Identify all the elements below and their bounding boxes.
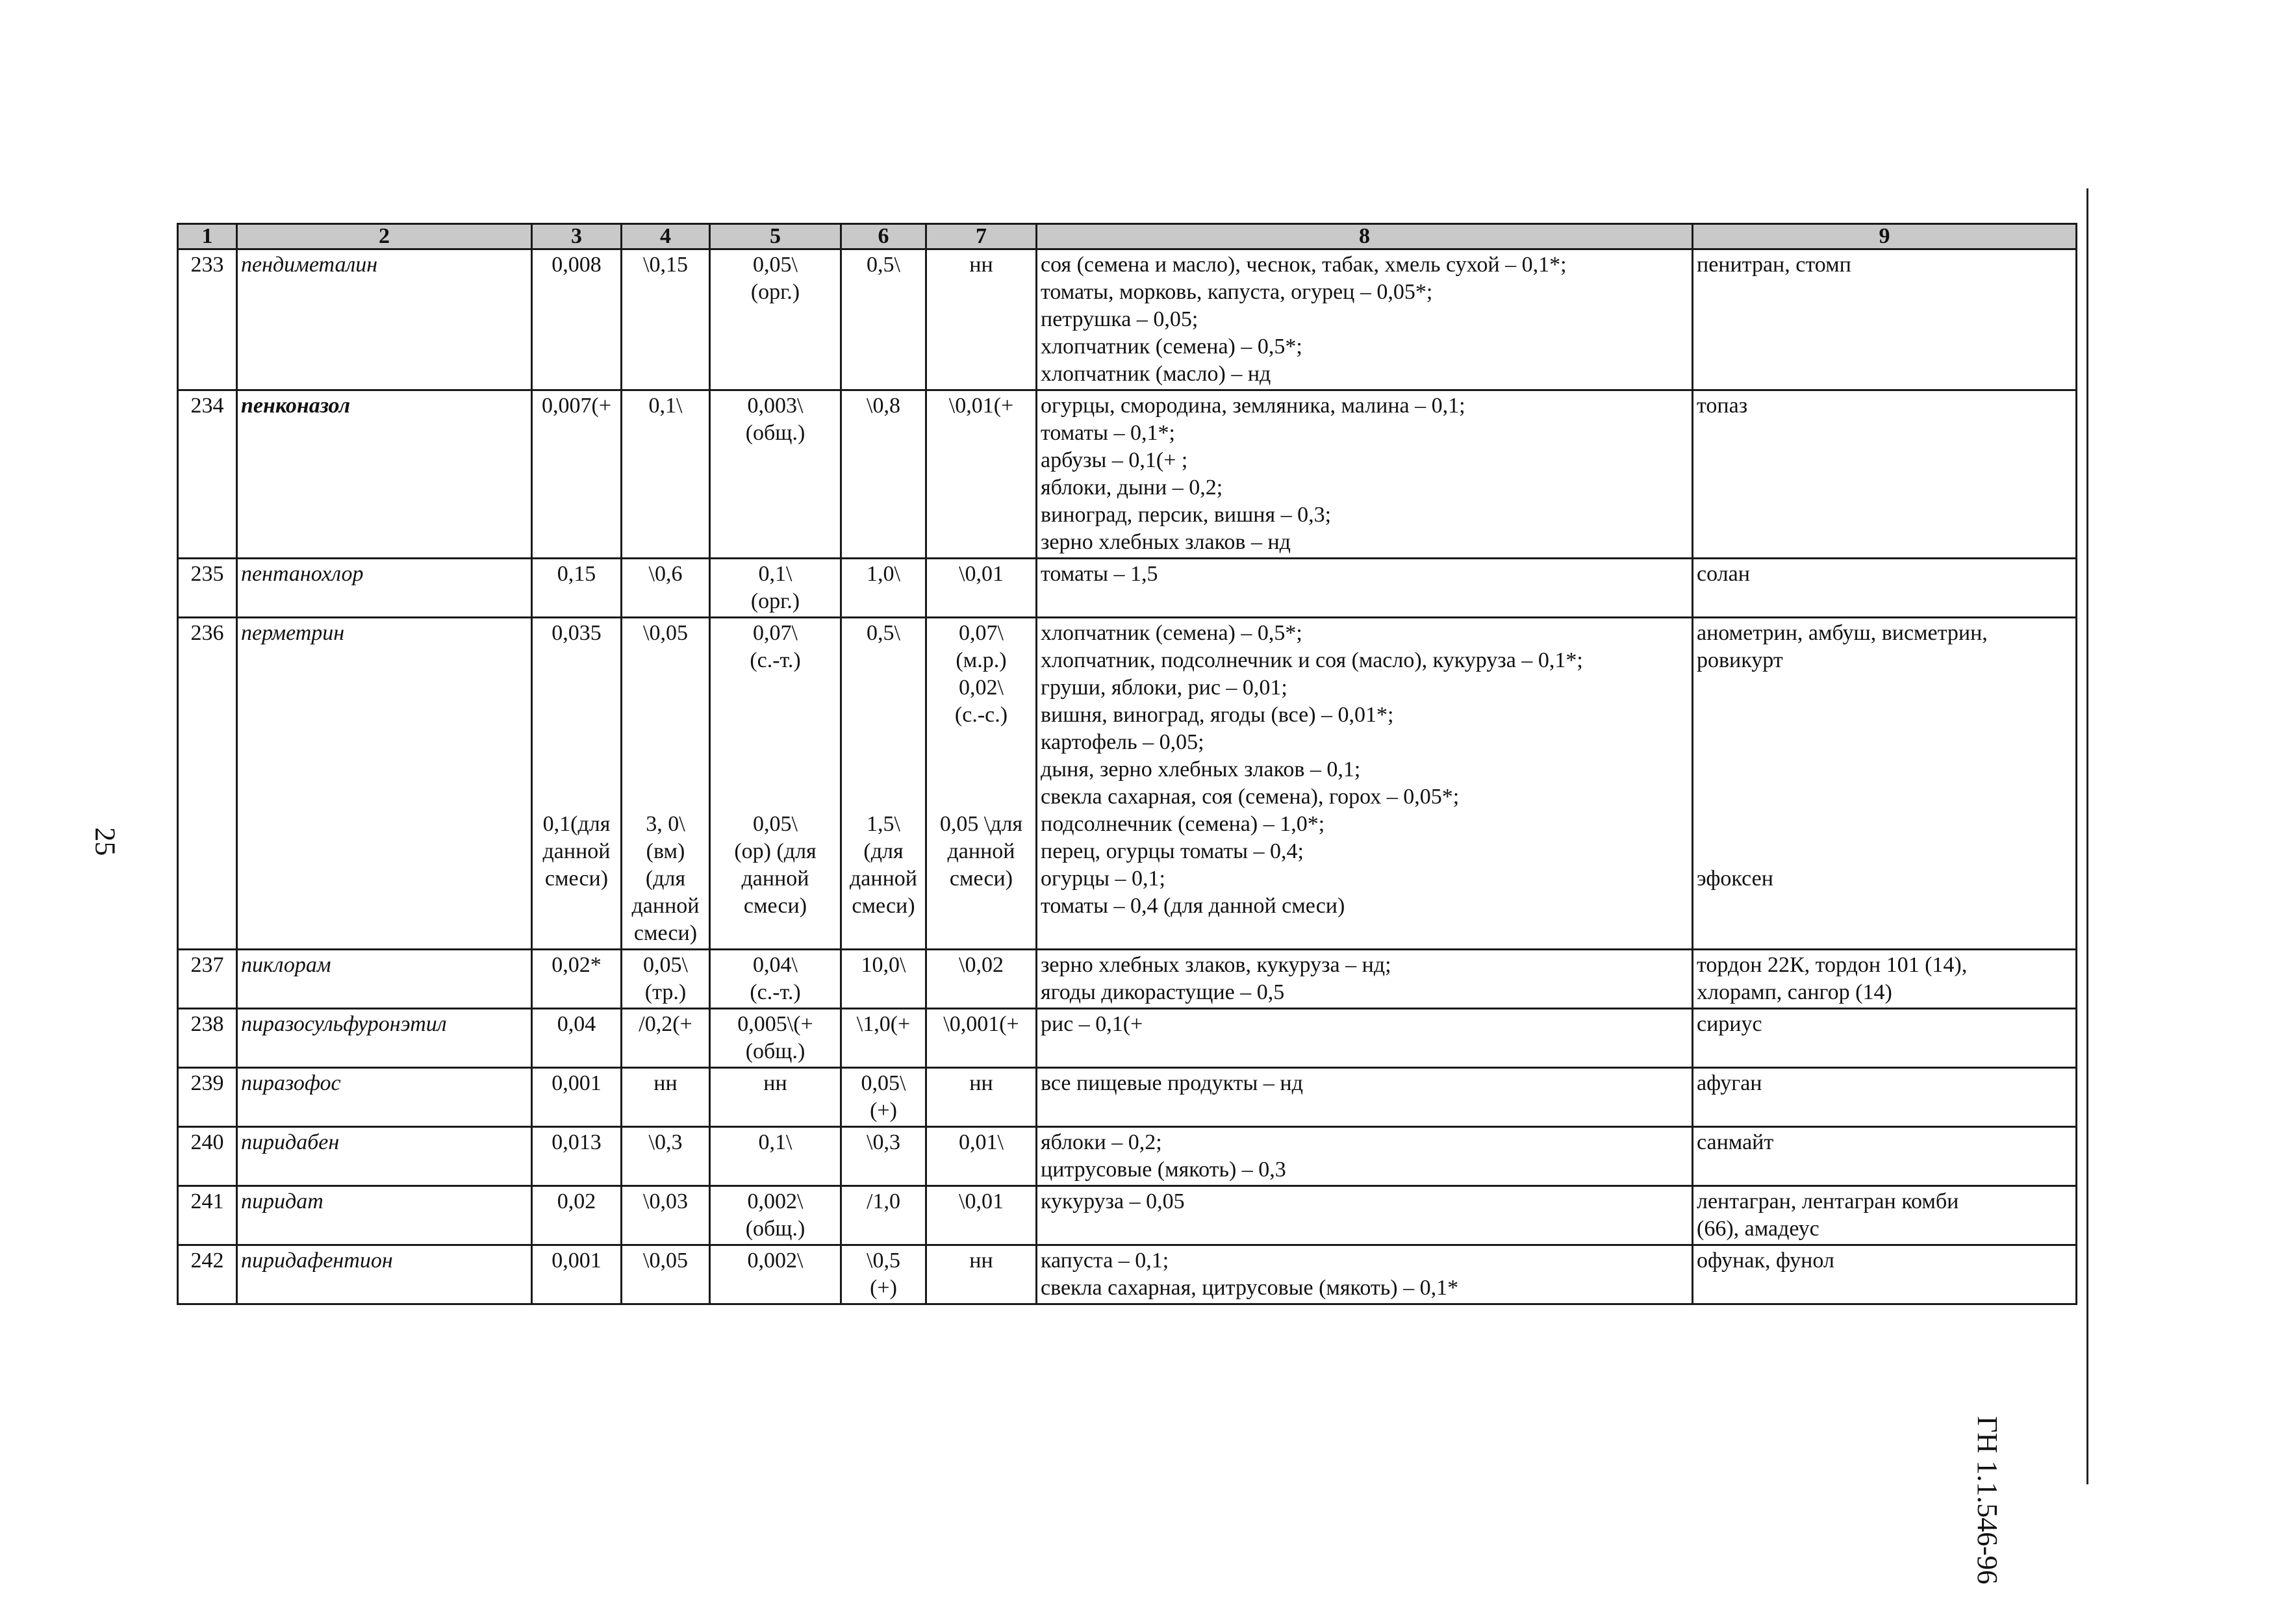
cell-col4: \0,03 [622, 1186, 710, 1245]
cell-preparations: тордон 22К, тордон 101 (14), хлорамп, сангор (14) [1693, 950, 2077, 1009]
cell-col7 [926, 618, 1037, 950]
cell-col7: 0,01\ [926, 1127, 1037, 1186]
cell-col7: \0,01 [926, 1186, 1037, 1245]
cell-col6: 1,0\ [841, 559, 926, 618]
cell-col4-main: \0,05 [643, 621, 688, 645]
row-number: 240 [178, 1127, 237, 1186]
substance-name: перметрин [237, 618, 532, 950]
cell-preparations: санмайт [1693, 1127, 2077, 1186]
col-header-8: 8 [1037, 224, 1693, 249]
row-number: 242 [178, 1245, 237, 1304]
substance-name: пентанохлор [237, 559, 532, 618]
substance-name: пиридат [237, 1186, 532, 1245]
cell-preparations [1693, 618, 2077, 950]
cell-col3: 0,04 [532, 1009, 622, 1068]
cell-col7-main: 0,07\ (м.р.) 0,02\ (с.-с.) [954, 621, 1008, 727]
cell-col7: \0,02 [926, 950, 1037, 1009]
cell-col7: \0,01 [926, 559, 1037, 618]
cell-col5: 0,002\ [710, 1245, 841, 1304]
cell-col5: 0,005\(+ (общ.) [710, 1009, 841, 1068]
cell-col3-mixture: 0,1(для данной смеси) [542, 812, 611, 891]
cell-col6: 0,05\ (+) [841, 1068, 926, 1127]
substance-name: пиразофос [237, 1068, 532, 1127]
table-row [178, 1068, 2077, 1127]
substance-name: пиридафентион [237, 1245, 532, 1304]
cell-col5: 0,04\ (с.-т.) [710, 950, 841, 1009]
margin-rule [2086, 188, 2088, 1484]
col-header-2: 2 [237, 224, 532, 249]
cell-col7: нн [926, 249, 1037, 390]
substance-name: пиклорам [237, 950, 532, 1009]
cell-col5: 0,1\ [710, 1127, 841, 1186]
cell-products-mixture: огурцы – 0,1; томаты – 0,4 (для данной смеси) [1041, 867, 1345, 918]
pesticide-table [177, 223, 2077, 1305]
cell-col4: \0,3 [622, 1127, 710, 1186]
cell-preparations: сириус [1693, 1009, 2077, 1068]
cell-col5: 0,1\ (орг.) [710, 559, 841, 618]
table-row [178, 249, 2077, 390]
row-number: 233 [178, 249, 237, 390]
row-number: 234 [178, 390, 237, 559]
cell-products: соя (семена и масло), чеснок, табак, хмель сухой – 0,1*; томаты, морковь, капуста, огурец – 0,05*; петрушка – 0,05; хлопчатник (семена) – 0,5*; хлопчатник (масло) – нд [1037, 249, 1693, 390]
cell-products-main: хлопчатник (семена) – 0,5*; хлопчатник, подсолнечник и соя (масло), кукуруза – 0,1*; груши, яблоки, рис – 0,01; вишня, виноград, ягоды (все) – 0,01*; картофель – 0,05; дыня, зерно хлебных злаков – 0,1; свекла сахарная, соя (семена), горох – 0,05*; подсолнечник (семена) – 1,0*; перец, огурцы томаты – 0,4; [1041, 621, 1583, 863]
col-header-6: 6 [841, 224, 926, 249]
cell-col3: 0,15 [532, 559, 622, 618]
cell-preparations: офунак, фунол [1693, 1245, 2077, 1304]
cell-col3: 0,013 [532, 1127, 622, 1186]
cell-col4: \0,05 [622, 1245, 710, 1304]
cell-col4: 0,05\ (тр.) [622, 950, 710, 1009]
cell-products: рис – 0,1(+ [1037, 1009, 1693, 1068]
cell-col4: /0,2(+ [622, 1009, 710, 1068]
cell-products: огурцы, смородина, земляника, малина – 0,1; томаты – 0,1*; арбузы – 0,1(+ ; яблоки, дыни – 0,2; виноград, персик, вишня – 0,3; зерно хлебных злаков – нд [1037, 390, 1693, 559]
substance-name: пенконазол [237, 390, 532, 559]
cell-products: все пищевые продукты – нд [1037, 1068, 1693, 1127]
cell-preparations: пенитран, стомп [1693, 249, 2077, 390]
cell-preparations: солан [1693, 559, 2077, 618]
cell-col3: 0,001 [532, 1068, 622, 1127]
cell-preparations: афуган [1693, 1068, 2077, 1127]
cell-col5: 0,003\ (общ.) [710, 390, 841, 559]
cell-col4: 0,1\ [622, 390, 710, 559]
col-header-9: 9 [1693, 224, 2077, 249]
cell-col6: \1,0(+ [841, 1009, 926, 1068]
substance-name: пендиметалин [237, 249, 532, 390]
cell-col6: 10,0\ [841, 950, 926, 1009]
col-header-4: 4 [622, 224, 710, 249]
cell-col6-mixture: 1,5\ (для данной смеси) [850, 812, 917, 918]
col-header-1: 1 [178, 224, 237, 249]
cell-col7-mixture: 0,05 \для данной смеси) [939, 812, 1023, 891]
table-row [178, 1009, 2077, 1068]
cell-col6: \0,8 [841, 390, 926, 559]
cell-col5 [710, 618, 841, 950]
cell-col3: 0,008 [532, 249, 622, 390]
row-number: 241 [178, 1186, 237, 1245]
cell-col3: 0,02 [532, 1186, 622, 1245]
cell-products: зерно хлебных злаков, кукуруза – нд; ягоды дикорастущие – 0,5 [1037, 950, 1693, 1009]
header-row [178, 224, 2077, 249]
cell-preparations: лентагран, лентагран комби (66), амадеус [1693, 1186, 2077, 1245]
col-header-7: 7 [926, 224, 1037, 249]
cell-preparations-main: анометрин, амбуш, висметрин, ровикурт [1697, 621, 1988, 672]
cell-col5-mixture: 0,05\ (ор) (для данной смеси) [734, 812, 817, 918]
cell-col3: 0,001 [532, 1245, 622, 1304]
col-header-3: 3 [532, 224, 622, 249]
cell-products: капуста – 0,1; свекла сахарная, цитрусовые (мякоть) – 0,1* [1037, 1245, 1693, 1304]
cell-products: томаты – 1,5 [1037, 559, 1693, 618]
table-row [178, 1245, 2077, 1304]
cell-products: кукуруза – 0,05 [1037, 1186, 1693, 1245]
cell-col4: \0,6 [622, 559, 710, 618]
cell-col5: 0,05\ (орг.) [710, 249, 841, 390]
cell-col6-main: 0,5\ [867, 621, 900, 645]
cell-preparations-mixture: эфоксен [1697, 867, 1773, 891]
cell-col3-main: 0,035 [551, 621, 602, 645]
cell-col7: \0,001(+ [926, 1009, 1037, 1068]
table-row [178, 390, 2077, 559]
cell-col5: 0,002\ (общ.) [710, 1186, 841, 1245]
cell-col6: \0,3 [841, 1127, 926, 1186]
row-number: 235 [178, 559, 237, 618]
page-number: 25 [89, 827, 121, 856]
table-row [178, 559, 2077, 618]
table-row [178, 1127, 2077, 1186]
cell-col4: нн [622, 1068, 710, 1127]
row-number: 236 [178, 618, 237, 950]
cell-products: яблоки – 0,2; цитрусовые (мякоть) – 0,3 [1037, 1127, 1693, 1186]
cell-col4-mixture: 3, 0\ (вм) (для данной смеси) [631, 812, 700, 945]
table-row [178, 950, 2077, 1009]
cell-col3: 0,02* [532, 950, 622, 1009]
cell-col6 [841, 618, 926, 950]
row-number: 237 [178, 950, 237, 1009]
cell-col7: нн [926, 1068, 1037, 1127]
cell-col7: \0,01(+ [926, 390, 1037, 559]
cell-col3: 0,007(+ [532, 390, 622, 559]
cell-col6: /1,0 [841, 1186, 926, 1245]
substance-name: пиразосульфуронэтил [237, 1009, 532, 1068]
cell-col4 [622, 618, 710, 950]
cell-col4: \0,15 [622, 249, 710, 390]
cell-col7: нн [926, 1245, 1037, 1304]
cell-col5: нн [710, 1068, 841, 1127]
table-row [178, 1186, 2077, 1245]
substance-name: пиридабен [237, 1127, 532, 1186]
cell-col5-main: 0,07\ (с.-т.) [750, 621, 801, 672]
table-row [178, 618, 2077, 950]
col-header-5: 5 [710, 224, 841, 249]
row-number: 239 [178, 1068, 237, 1127]
document-code: ГН 1.1.546-96 [1971, 1416, 2003, 1584]
cell-col6: \0,5 (+) [841, 1245, 926, 1304]
cell-products [1037, 618, 1693, 950]
cell-col3 [532, 618, 622, 950]
row-number: 238 [178, 1009, 237, 1068]
cell-preparations: топаз [1693, 390, 2077, 559]
cell-col6: 0,5\ [841, 249, 926, 390]
